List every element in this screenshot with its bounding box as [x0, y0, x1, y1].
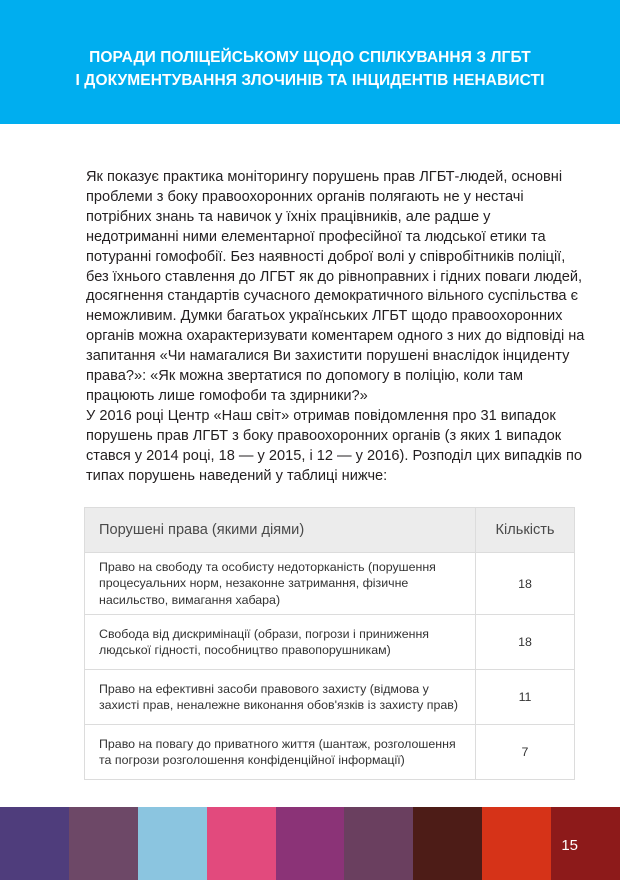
- page-header-banner: [0, 0, 620, 124]
- paragraph-1: Як показує практика моніторингу порушень прав ЛГБТ-людей, основні проблеми з боку правоохоронних органів полягають не у нестачі потрібних знань та навичок у їхніх працівників, але радше у недотриманні ними елементарної професійної та людської етики та потуранні гомофобії. Без наявності доброї волі у співробітників поліції, без їхнього ставлення до ЛГБТ як до рівноправних і гідних поваги людей, досягнення стандартів сучасного демократичного вільного суспільства є неможливим. Думки багатьох українських ЛГБТ щодо правоохоронних органів можна охарактеризувати коментарем одного з них до відповіді на запитання «Чи намагалися Ви захистити порушені внаслідок інциденту права?»: «Як можна звертатися по допомогу в поліцію, коли там працюють лише гомофоби та здирники?»: [86, 169, 585, 404]
- footer-color-stripes: [0, 807, 620, 880]
- table-row: [85, 615, 575, 670]
- footer-stripe: [344, 807, 413, 880]
- footer-stripe: [69, 807, 138, 880]
- table-cell-count: 18: [476, 553, 575, 615]
- footer-stripe: [276, 807, 345, 880]
- page-title-line-1: ПОРАДИ ПОЛІЦЕЙСЬКОМУ ЩОДО СПІЛКУВАННЯ З ЛГБТ: [89, 49, 531, 66]
- footer-stripe: [207, 807, 276, 880]
- table-row: [85, 670, 575, 725]
- footer-stripe: [138, 807, 207, 880]
- column-header-count: Кількість: [476, 508, 575, 553]
- table-cell-right: Свобода від дискримінації (образи, погрози і приниження людської гідності, пособництво правопорушникам): [85, 615, 476, 670]
- column-header-rights: Порушені права (якими діями): [85, 508, 476, 553]
- violations-table: [84, 507, 575, 780]
- paragraph-2: У 2016 році Центр «Наш світ» отримав повідомлення про 31 випадок порушень прав ЛГБТ з боку правоохоронних органів (з яких 1 випадок стався у 2014 році, 18 — у 2015, і 12 — у 2016). Розподіл цих випадків по типах порушень наведений у таблиці нижче:: [86, 407, 582, 484]
- page-title-line-2: І ДОКУМЕНТУВАННЯ ЗЛОЧИНІВ ТА ІНЦИДЕНТІВ НЕНАВИСТІ: [75, 72, 545, 89]
- footer-stripe: [413, 807, 482, 880]
- footer-stripe: [482, 807, 551, 880]
- table-cell-right: Право на повагу до приватного життя (шантаж, розголошення та погрози розголошення конфіденційної інформації): [85, 725, 476, 780]
- page-title: [0, 46, 620, 92]
- table-cell-right: Право на ефективні засоби правового захисту (відмова у захисті прав, неналежне виконання обов'язків із захисту прав): [85, 670, 476, 725]
- table-cell-right: Право на свободу та особисту недоторканість (порушення процесуальних норм, незаконне затримання, фізичне насильство, вимагання хабара): [85, 553, 476, 615]
- table-header-row: [85, 508, 575, 553]
- page-number: 15: [561, 837, 578, 854]
- body-text: [86, 168, 586, 487]
- footer-stripe: [0, 807, 69, 880]
- table-row: [85, 725, 575, 780]
- table-cell-count: 11: [476, 670, 575, 725]
- table-cell-count: 18: [476, 615, 575, 670]
- table-cell-count: 7: [476, 725, 575, 780]
- table-row: [85, 553, 575, 615]
